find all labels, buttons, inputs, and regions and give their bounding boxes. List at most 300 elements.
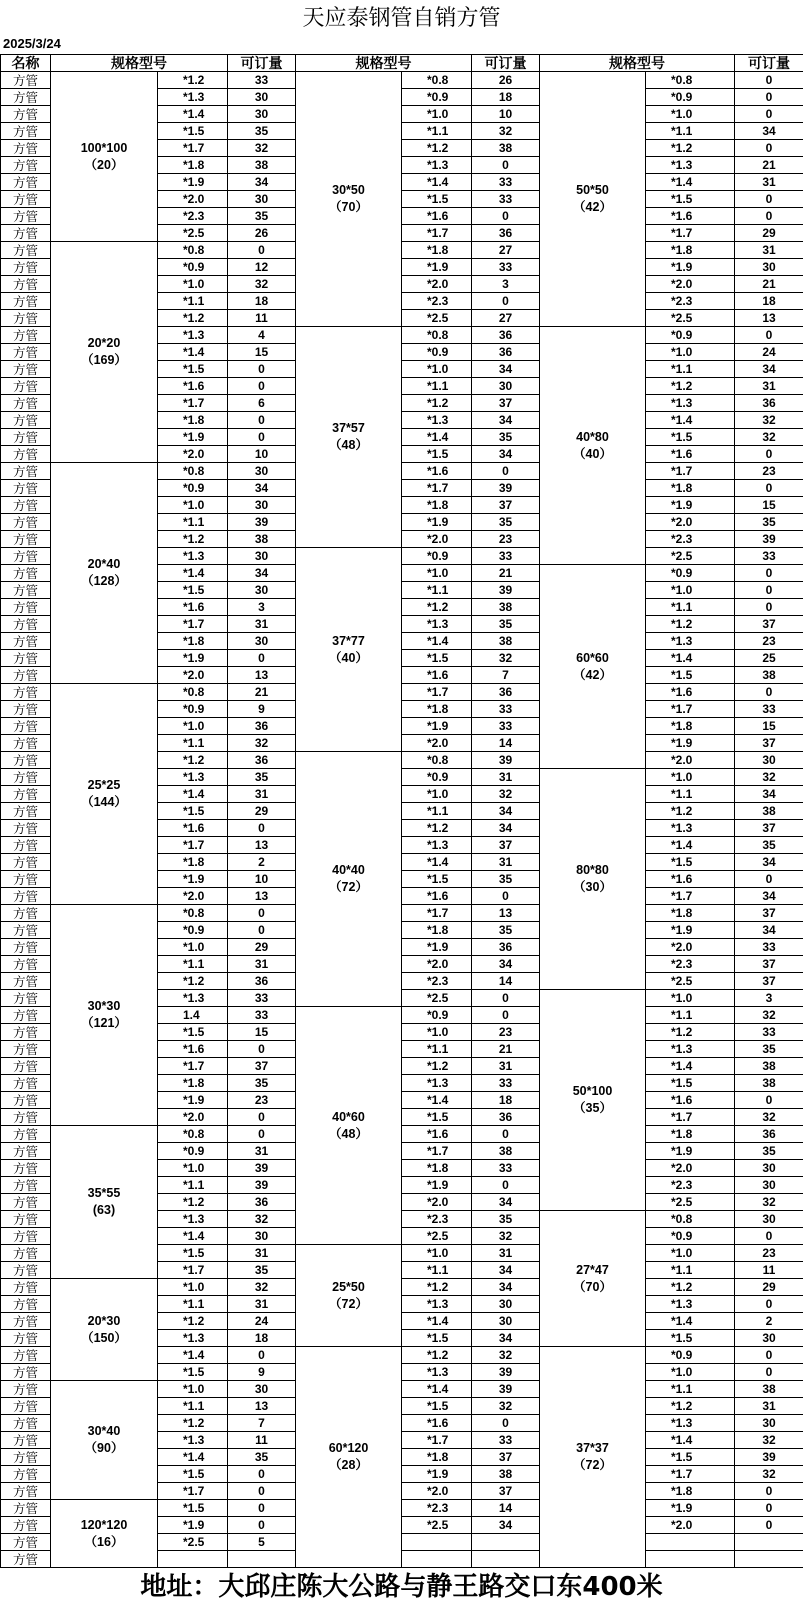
spec-total: （42） xyxy=(573,200,612,214)
thickness-cell: *1.5 xyxy=(646,667,735,684)
thickness-cell: *1.0 xyxy=(646,344,735,361)
thickness-cell: *1.4 xyxy=(646,1432,735,1449)
quantity-cell: 32 xyxy=(228,1211,296,1228)
quantity-cell: 33 xyxy=(472,174,540,191)
thickness-cell: *1.1 xyxy=(402,378,472,395)
thickness-cell: *2.0 xyxy=(646,1517,735,1534)
quantity-cell: 0 xyxy=(735,871,803,888)
quantity-cell: 2 xyxy=(735,1313,803,1330)
quantity-cell: 0 xyxy=(472,293,540,310)
thickness-cell: *1.6 xyxy=(402,888,472,905)
quantity-cell: 31 xyxy=(472,1058,540,1075)
thickness-cell: *0.9 xyxy=(646,327,735,344)
spec-cell xyxy=(296,1347,402,1568)
thickness-cell: *1.5 xyxy=(402,1398,472,1415)
thickness-cell: *1.9 xyxy=(158,429,228,446)
row-name: 方管 xyxy=(1,276,51,293)
quantity-cell: 37 xyxy=(735,735,803,752)
quantity-cell: 33 xyxy=(735,701,803,718)
thickness-cell xyxy=(646,1551,735,1568)
thickness-cell: *1.0 xyxy=(646,1364,735,1381)
thickness-cell: *1.0 xyxy=(402,1024,472,1041)
thickness-cell: *0.8 xyxy=(158,242,228,259)
thickness-cell: *1.3 xyxy=(402,616,472,633)
quantity-cell: 30 xyxy=(472,378,540,395)
thickness-cell: *1.0 xyxy=(158,718,228,735)
row-name: 方管 xyxy=(1,565,51,582)
row-name: 方管 xyxy=(1,1194,51,1211)
quantity-cell: 33 xyxy=(472,701,540,718)
quantity-cell: 35 xyxy=(228,769,296,786)
quantity-cell xyxy=(735,1551,803,1568)
row-name: 方管 xyxy=(1,956,51,973)
thickness-cell: *1.3 xyxy=(402,837,472,854)
quantity-cell: 0 xyxy=(735,1347,803,1364)
quantity-cell: 11 xyxy=(228,1432,296,1449)
quantity-cell: 34 xyxy=(472,1279,540,1296)
header-qty: 可订量 xyxy=(735,55,803,72)
quantity-cell: 31 xyxy=(472,769,540,786)
quantity-cell: 32 xyxy=(472,1228,540,1245)
row-name: 方管 xyxy=(1,752,51,769)
row-name: 方管 xyxy=(1,548,51,565)
thickness-cell: *1.1 xyxy=(158,1398,228,1415)
row-name: 方管 xyxy=(1,1364,51,1381)
quantity-cell: 35 xyxy=(735,514,803,531)
spec-total: （150） xyxy=(81,1330,127,1345)
thickness-cell: *0.9 xyxy=(402,1007,472,1024)
quantity-cell: 33 xyxy=(735,939,803,956)
spec-size: 60*60 xyxy=(576,650,609,665)
quantity-cell: 36 xyxy=(472,684,540,701)
quantity-cell: 14 xyxy=(472,1500,540,1517)
quantity-cell: 34 xyxy=(472,412,540,429)
spec-size: 30*30 xyxy=(87,999,121,1013)
spec-cell xyxy=(540,990,646,1211)
quantity-cell: 0 xyxy=(472,1415,540,1432)
quantity-cell: 10 xyxy=(228,871,296,888)
quantity-cell: 30 xyxy=(472,1296,540,1313)
thickness-cell xyxy=(402,1534,472,1551)
thickness-cell: *2.3 xyxy=(646,1177,735,1194)
quantity-cell: 30 xyxy=(228,191,296,208)
quantity-cell: 26 xyxy=(472,72,540,89)
quantity-cell xyxy=(472,1534,540,1551)
thickness-cell: *1.2 xyxy=(646,616,735,633)
quantity-cell: 34 xyxy=(735,361,803,378)
row-name: 方管 xyxy=(1,191,51,208)
quantity-cell: 23 xyxy=(472,531,540,548)
quantity-cell: 35 xyxy=(228,123,296,140)
thickness-cell: *1.9 xyxy=(158,174,228,191)
thickness-cell: *1.3 xyxy=(646,157,735,174)
row-name: 方管 xyxy=(1,1500,51,1517)
quantity-cell: 27 xyxy=(472,242,540,259)
row-name: 方管 xyxy=(1,1466,51,1483)
thickness-cell: *1.4 xyxy=(402,1092,472,1109)
quantity-cell: 0 xyxy=(735,208,803,225)
thickness-cell: *1.2 xyxy=(402,820,472,837)
quantity-cell: 0 xyxy=(228,905,296,922)
thickness-cell: *1.3 xyxy=(402,1364,472,1381)
thickness-cell: *1.0 xyxy=(402,106,472,123)
row-name: 方管 xyxy=(1,429,51,446)
quantity-cell: 31 xyxy=(228,786,296,803)
quantity-cell: 6 xyxy=(228,395,296,412)
thickness-cell: *1.4 xyxy=(402,1313,472,1330)
thickness-cell: *1.9 xyxy=(402,939,472,956)
row-name: 方管 xyxy=(1,1279,51,1296)
row-name: 方管 xyxy=(1,667,51,684)
thickness-cell: *1.1 xyxy=(158,293,228,310)
thickness-cell: *1.1 xyxy=(158,1177,228,1194)
row-name: 方管 xyxy=(1,531,51,548)
quantity-cell: 39 xyxy=(472,582,540,599)
quantity-cell: 31 xyxy=(735,378,803,395)
quantity-cell: 0 xyxy=(735,684,803,701)
thickness-cell: *1.2 xyxy=(158,531,228,548)
quantity-cell: 13 xyxy=(472,905,540,922)
quantity-cell: 30 xyxy=(228,497,296,514)
table-row xyxy=(1,72,803,89)
quantity-cell: 35 xyxy=(228,1449,296,1466)
thickness-cell: *1.3 xyxy=(158,1330,228,1347)
thickness-cell: *2.5 xyxy=(158,1534,228,1551)
quantity-cell: 36 xyxy=(472,1109,540,1126)
thickness-cell: *1.0 xyxy=(402,361,472,378)
thickness-cell: *0.9 xyxy=(646,1347,735,1364)
thickness-cell xyxy=(402,1551,472,1568)
thickness-cell: *1.9 xyxy=(402,259,472,276)
quantity-cell: 0 xyxy=(228,1483,296,1500)
thickness-cell: *1.6 xyxy=(158,378,228,395)
thickness-cell: *1.2 xyxy=(646,803,735,820)
thickness-cell: *1.7 xyxy=(158,1483,228,1500)
row-name: 方管 xyxy=(1,293,51,310)
spec-total: （40） xyxy=(573,446,612,461)
quantity-cell: 34 xyxy=(228,480,296,497)
quantity-cell: 7 xyxy=(472,667,540,684)
quantity-cell: 0 xyxy=(228,429,296,446)
thickness-cell: *1.7 xyxy=(646,225,735,242)
row-name: 方管 xyxy=(1,854,51,871)
quantity-cell: 33 xyxy=(228,1007,296,1024)
quantity-cell: 18 xyxy=(472,89,540,106)
header-name: 名称 xyxy=(1,55,51,72)
quantity-cell: 37 xyxy=(472,1483,540,1500)
quantity-cell: 0 xyxy=(735,327,803,344)
row-name: 方管 xyxy=(1,106,51,123)
quantity-cell: 7 xyxy=(228,1415,296,1432)
thickness-cell: *1.5 xyxy=(158,1245,228,1262)
thickness-cell: *1.9 xyxy=(646,259,735,276)
thickness-cell: *1.7 xyxy=(402,1432,472,1449)
quantity-cell: 32 xyxy=(735,1432,803,1449)
thickness-cell: *0.8 xyxy=(158,463,228,480)
thickness-cell: *1.8 xyxy=(402,1160,472,1177)
quantity-cell: 15 xyxy=(735,718,803,735)
row-name: 方管 xyxy=(1,1177,51,1194)
quantity-cell: 38 xyxy=(472,140,540,157)
row-name: 方管 xyxy=(1,1330,51,1347)
spec-size: 37*37 xyxy=(576,1441,609,1455)
thickness-cell: *1.5 xyxy=(402,650,472,667)
thickness-cell xyxy=(646,1534,735,1551)
quantity-cell: 0 xyxy=(472,157,540,174)
thickness-cell: *1.5 xyxy=(158,582,228,599)
row-name: 方管 xyxy=(1,1160,51,1177)
quantity-cell: 11 xyxy=(735,1262,803,1279)
thickness-cell: *1.6 xyxy=(158,820,228,837)
thickness-cell: *1.4 xyxy=(402,1381,472,1398)
spec-cell xyxy=(296,1245,402,1347)
quantity-cell: 0 xyxy=(735,1500,803,1517)
spec-cell xyxy=(51,242,158,463)
quantity-cell: 32 xyxy=(735,1007,803,1024)
quantity-cell: 2 xyxy=(228,854,296,871)
thickness-cell: *1.5 xyxy=(646,429,735,446)
thickness-cell: *1.5 xyxy=(646,191,735,208)
inventory-table-body xyxy=(1,55,803,1568)
thickness-cell: *2.0 xyxy=(646,276,735,293)
thickness-cell: *1.8 xyxy=(402,922,472,939)
quantity-cell: 32 xyxy=(735,1194,803,1211)
table-row xyxy=(1,1279,803,1296)
thickness-cell: *1.5 xyxy=(158,123,228,140)
thickness-cell: *1.1 xyxy=(646,599,735,616)
thickness-cell: *1.6 xyxy=(402,667,472,684)
quantity-cell: 33 xyxy=(228,72,296,89)
quantity-cell: 39 xyxy=(472,1381,540,1398)
thickness-cell: *2.5 xyxy=(646,310,735,327)
quantity-cell: 36 xyxy=(228,718,296,735)
quantity-cell: 0 xyxy=(228,242,296,259)
quantity-cell: 31 xyxy=(472,854,540,871)
quantity-cell: 24 xyxy=(228,1313,296,1330)
quantity-cell: 37 xyxy=(735,973,803,990)
quantity-cell: 34 xyxy=(735,123,803,140)
quantity-cell: 3 xyxy=(228,599,296,616)
thickness-cell: *1.0 xyxy=(402,565,472,582)
quantity-cell: 13 xyxy=(228,888,296,905)
spec-cell xyxy=(540,769,646,990)
quantity-cell: 18 xyxy=(228,293,296,310)
thickness-cell: *1.5 xyxy=(402,871,472,888)
quantity-cell: 0 xyxy=(228,1126,296,1143)
quantity-cell: 35 xyxy=(735,1041,803,1058)
thickness-cell: *1.1 xyxy=(402,1262,472,1279)
thickness-cell: *0.9 xyxy=(402,548,472,565)
quantity-cell xyxy=(472,1551,540,1568)
quantity-cell: 0 xyxy=(472,1177,540,1194)
thickness-cell: *1.4 xyxy=(402,633,472,650)
spec-size: 30*40 xyxy=(87,1424,121,1438)
thickness-cell: *1.9 xyxy=(646,922,735,939)
thickness-cell: *1.7 xyxy=(402,225,472,242)
spec-cell xyxy=(540,1347,646,1568)
quantity-cell: 0 xyxy=(735,1364,803,1381)
quantity-cell: 15 xyxy=(735,497,803,514)
quantity-cell: 37 xyxy=(735,820,803,837)
quantity-cell: 30 xyxy=(228,1381,296,1398)
row-name: 方管 xyxy=(1,837,51,854)
spec-size: 27*47 xyxy=(576,1262,609,1277)
thickness-cell: *2.5 xyxy=(402,1517,472,1534)
row-name: 方管 xyxy=(1,1296,51,1313)
thickness-cell: *1.2 xyxy=(158,1415,228,1432)
row-name: 方管 xyxy=(1,514,51,531)
spec-size: 20*30 xyxy=(87,1313,121,1328)
quantity-cell: 23 xyxy=(228,1092,296,1109)
thickness-cell: *1.9 xyxy=(158,871,228,888)
quantity-cell: 32 xyxy=(228,735,296,752)
header-spec: 规格型号 xyxy=(296,55,472,72)
quantity-cell: 35 xyxy=(472,871,540,888)
thickness-cell: *0.9 xyxy=(158,259,228,276)
row-name: 方管 xyxy=(1,1075,51,1092)
thickness-cell: *2.5 xyxy=(402,1228,472,1245)
thickness-cell: *1.9 xyxy=(646,735,735,752)
quantity-cell: 32 xyxy=(228,276,296,293)
row-name: 方管 xyxy=(1,446,51,463)
header-spec: 规格型号 xyxy=(540,55,735,72)
spec-cell xyxy=(540,565,646,769)
quantity-cell: 39 xyxy=(228,514,296,531)
thickness-cell: *1.1 xyxy=(646,1381,735,1398)
quantity-cell: 33 xyxy=(472,718,540,735)
spec-size: 35*55 xyxy=(87,1186,121,1200)
thickness-cell: *1.8 xyxy=(402,701,472,718)
thickness-cell: *0.9 xyxy=(646,565,735,582)
quantity-cell: 32 xyxy=(735,769,803,786)
quantity-cell: 39 xyxy=(735,1449,803,1466)
row-name: 方管 xyxy=(1,497,51,514)
thickness-cell: *1.0 xyxy=(646,1245,735,1262)
thickness-cell: *0.8 xyxy=(402,327,472,344)
spec-total: （121） xyxy=(81,1016,127,1030)
thickness-cell: *1.4 xyxy=(402,174,472,191)
thickness-cell: *1.9 xyxy=(646,497,735,514)
quantity-cell: 34 xyxy=(472,1517,540,1534)
thickness-cell: *1.6 xyxy=(402,208,472,225)
quantity-cell: 0 xyxy=(472,990,540,1007)
quantity-cell: 4 xyxy=(228,327,296,344)
thickness-cell: *1.6 xyxy=(402,463,472,480)
quantity-cell: 23 xyxy=(735,633,803,650)
thickness-cell: *1.3 xyxy=(158,769,228,786)
row-name: 方管 xyxy=(1,905,51,922)
thickness-cell: *2.0 xyxy=(646,939,735,956)
quantity-cell: 31 xyxy=(735,1398,803,1415)
quantity-cell: 18 xyxy=(472,1092,540,1109)
quantity-cell: 34 xyxy=(735,888,803,905)
thickness-cell: *2.3 xyxy=(402,973,472,990)
quantity-cell: 0 xyxy=(472,1126,540,1143)
quantity-cell: 35 xyxy=(472,616,540,633)
quantity-cell: 31 xyxy=(735,242,803,259)
quantity-cell: 30 xyxy=(735,1330,803,1347)
quantity-cell: 0 xyxy=(735,1483,803,1500)
thickness-cell: *1.9 xyxy=(646,1500,735,1517)
row-name: 方管 xyxy=(1,1007,51,1024)
quantity-cell: 0 xyxy=(228,1041,296,1058)
spec-total: （16） xyxy=(84,1534,124,1549)
quantity-cell: 0 xyxy=(228,1466,296,1483)
quantity-cell: 31 xyxy=(228,616,296,633)
quantity-cell: 34 xyxy=(472,446,540,463)
quantity-cell: 39 xyxy=(472,752,540,769)
quantity-cell: 0 xyxy=(735,1517,803,1534)
spec-cell xyxy=(540,327,646,565)
thickness-cell: *1.6 xyxy=(646,208,735,225)
spec-size: 40*40 xyxy=(332,863,365,877)
quantity-cell: 36 xyxy=(472,939,540,956)
spec-size: 30*50 xyxy=(332,183,365,197)
thickness-cell: *1.6 xyxy=(646,1092,735,1109)
thickness-cell: *1.8 xyxy=(402,497,472,514)
thickness-cell: *1.2 xyxy=(402,1058,472,1075)
quantity-cell: 37 xyxy=(472,395,540,412)
thickness-cell: *1.1 xyxy=(646,786,735,803)
thickness-cell: *0.9 xyxy=(158,701,228,718)
quantity-cell: 35 xyxy=(472,1211,540,1228)
quantity-cell: 34 xyxy=(472,1194,540,1211)
thickness-cell: *1.7 xyxy=(646,463,735,480)
thickness-cell: *1.4 xyxy=(646,1313,735,1330)
quantity-cell: 35 xyxy=(472,429,540,446)
thickness-cell: *1.7 xyxy=(646,1466,735,1483)
thickness-cell: *1.0 xyxy=(646,769,735,786)
row-name: 方管 xyxy=(1,259,51,276)
quantity-cell: 18 xyxy=(735,293,803,310)
row-name: 方管 xyxy=(1,973,51,990)
row-name: 方管 xyxy=(1,1109,51,1126)
spec-total: （72） xyxy=(329,880,368,894)
row-name: 方管 xyxy=(1,1228,51,1245)
row-name: 方管 xyxy=(1,1415,51,1432)
spec-size: 25*50 xyxy=(332,1279,365,1294)
quantity-cell: 38 xyxy=(735,1058,803,1075)
thickness-cell: *2.0 xyxy=(402,531,472,548)
quantity-cell: 9 xyxy=(228,1364,296,1381)
thickness-cell: *1.6 xyxy=(158,1041,228,1058)
row-name: 方管 xyxy=(1,480,51,497)
quantity-cell: 0 xyxy=(735,106,803,123)
quantity-cell: 0 xyxy=(228,412,296,429)
row-name: 方管 xyxy=(1,1432,51,1449)
thickness-cell: *2.0 xyxy=(402,1483,472,1500)
quantity-cell: 0 xyxy=(228,1500,296,1517)
row-name: 方管 xyxy=(1,1483,51,1500)
thickness-cell: *1.2 xyxy=(158,973,228,990)
thickness-cell: *2.0 xyxy=(158,1109,228,1126)
quantity-cell: 0 xyxy=(735,1228,803,1245)
quantity-cell: 0 xyxy=(735,1092,803,1109)
row-name: 方管 xyxy=(1,684,51,701)
quantity-cell: 39 xyxy=(472,1364,540,1381)
thickness-cell: *1.7 xyxy=(158,1262,228,1279)
thickness-cell: *1.5 xyxy=(646,1330,735,1347)
quantity-cell: 15 xyxy=(228,344,296,361)
thickness-cell: *1.4 xyxy=(158,565,228,582)
quantity-cell: 35 xyxy=(228,1075,296,1092)
thickness-cell: *1.5 xyxy=(402,1330,472,1347)
spec-total: （48） xyxy=(329,1126,368,1141)
quantity-cell: 25 xyxy=(735,650,803,667)
thickness-cell: *1.4 xyxy=(158,106,228,123)
quantity-cell: 34 xyxy=(735,922,803,939)
row-name: 方管 xyxy=(1,735,51,752)
